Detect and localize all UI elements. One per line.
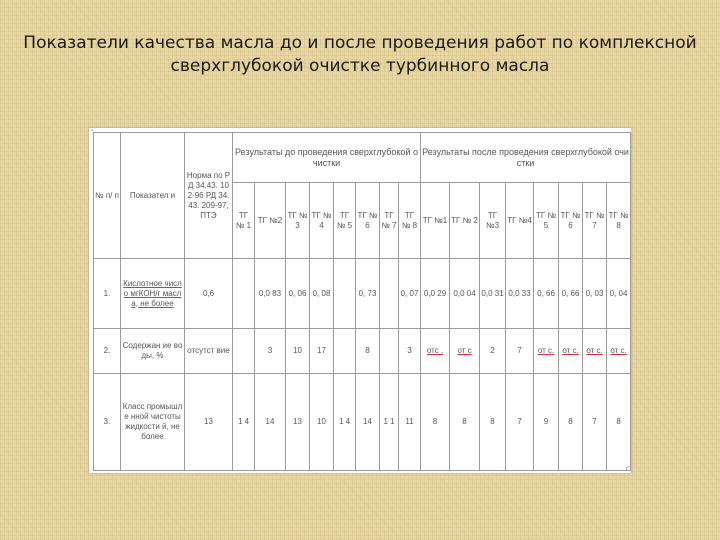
row-number: 1. — [94, 259, 121, 329]
cell-after-text: от с. — [610, 346, 627, 355]
col-header-after-unit: ТГ № 8 — [607, 183, 631, 259]
cell-after: 0,0 29 — [421, 259, 450, 329]
cell-after — [607, 329, 631, 374]
cell-after-text: от с — [457, 346, 472, 355]
cell-after — [534, 329, 559, 374]
row-indicator — [121, 259, 185, 329]
table-row — [94, 374, 631, 471]
col-header-before-unit: ТГ № 8 — [399, 183, 421, 259]
cell-after — [421, 329, 450, 374]
cell-after: 8 — [480, 374, 506, 471]
cell-before — [233, 259, 255, 329]
col-header-after-unit: ТГ № 6 — [559, 183, 583, 259]
cell-before — [380, 329, 399, 374]
cell-after-text: от с. — [562, 346, 579, 355]
col-header-after-unit: ТГ № 2 — [450, 183, 480, 259]
cell-after: 0,0 04 — [450, 259, 480, 329]
cell-before: 10 — [310, 374, 334, 471]
cell-after: 0, 04 — [607, 259, 631, 329]
cell-after-text: от с. — [537, 346, 555, 355]
row-number: 2. — [94, 329, 121, 374]
cell-before: 10 — [286, 329, 310, 374]
cell-before: 14 — [356, 374, 380, 471]
quality-table — [93, 132, 631, 471]
row-norm: 13 — [185, 374, 233, 471]
cell-before — [334, 259, 356, 329]
cell-after — [583, 329, 607, 374]
cell-after — [559, 329, 583, 374]
row-norm: 0,6 — [185, 259, 233, 329]
slide-title-line-1: Показатели качества масла до и после проведения работ по комплексной — [23, 33, 697, 53]
col-header-before-unit: ТГ № 4 — [310, 183, 334, 259]
cell-after-text: от с. — [586, 346, 603, 355]
cell-before: 8 — [356, 329, 380, 374]
cell-before: 0, 06 — [286, 259, 310, 329]
cell-after: 8 — [607, 374, 631, 471]
cell-after: 0,0 31 — [480, 259, 506, 329]
table-row — [94, 329, 631, 374]
cell-after: 2 — [480, 329, 506, 374]
row-number: 3. — [94, 374, 121, 471]
cell-after: 7 — [583, 374, 607, 471]
row-norm: отсутст вие — [185, 329, 233, 374]
table-row — [94, 259, 631, 329]
cell-after: 8 — [559, 374, 583, 471]
cell-before: 0, 08 — [310, 259, 334, 329]
cell-after: 7 — [506, 374, 534, 471]
cell-after — [450, 329, 480, 374]
cell-after: 0,0 33 — [506, 259, 534, 329]
col-header-after-unit: ТГ №1 — [421, 183, 450, 259]
col-header-before-unit: ТГ № 7 — [380, 183, 399, 259]
cell-before: 3 — [399, 329, 421, 374]
cell-after: 0, 66 — [559, 259, 583, 329]
cell-before: 0, 07 — [399, 259, 421, 329]
cell-before: 0,0 83 — [255, 259, 286, 329]
col-header-norm: Норма по РД 34.43. 102-96 РД 34.43. 209-97, ПТЭ — [185, 133, 233, 259]
cell-before: 17 — [310, 329, 334, 374]
cell-after: 7 — [506, 329, 534, 374]
col-header-indicator: Показател и — [121, 133, 185, 259]
header-row-groups — [94, 133, 631, 183]
cell-before: 3 — [255, 329, 286, 374]
row-indicator: Класс промышле нной чистоты жидкости й, не более — [121, 374, 185, 471]
corner-mark-icon: ' — [91, 128, 94, 137]
cell-before — [233, 329, 255, 374]
col-header-after-unit: ТГ №3 — [480, 183, 506, 259]
cell-before: 14 — [255, 374, 286, 471]
slide-title — [20, 32, 700, 78]
cell-after-text: отс . — [426, 346, 444, 355]
cell-before: 11 — [399, 374, 421, 471]
col-header-number: № п/ п — [94, 133, 121, 259]
col-header-after-group: Результаты после проведения сверхглубокой очистки — [421, 133, 631, 183]
col-header-before-unit: ТГ № 3 — [286, 183, 310, 259]
cell-after: 9 — [534, 374, 559, 471]
cell-after: 0, 66 — [534, 259, 559, 329]
cell-after: 0, 03 — [583, 259, 607, 329]
corner-mark-icon: c — [625, 464, 630, 473]
col-header-after-unit: ТГ № 5 — [534, 183, 559, 259]
cell-before: 13 — [286, 374, 310, 471]
col-header-before-unit: ТГ № 5 — [334, 183, 356, 259]
cell-before: 1 4 — [334, 374, 356, 471]
cell-before: 1 1 — [380, 374, 399, 471]
col-header-after-unit: ТГ № 7 — [583, 183, 607, 259]
cell-before — [380, 259, 399, 329]
row-indicator: Содержан ие воды, % — [121, 329, 185, 374]
cell-after: 8 — [450, 374, 480, 471]
row-indicator-text: Кислотное число мгКОН/г масла, не более — [123, 278, 182, 308]
cell-before: 1 4 — [233, 374, 255, 471]
table-image — [89, 128, 631, 473]
cell-after: 8 — [421, 374, 450, 471]
slide-title-line-2: сверхглубокой очистке турбинного масла — [170, 56, 550, 76]
col-header-before-unit: ТГ №2 — [255, 183, 286, 259]
col-header-before-group: Результаты до проведения сверхглубокой очистки — [233, 133, 421, 183]
cell-before: 0, 73 — [356, 259, 380, 329]
col-header-after-unit: ТГ №4 — [506, 183, 534, 259]
col-header-before-unit: ТГ № 6 — [356, 183, 380, 259]
cell-before — [334, 329, 356, 374]
col-header-before-unit: ТГ № 1 — [233, 183, 255, 259]
